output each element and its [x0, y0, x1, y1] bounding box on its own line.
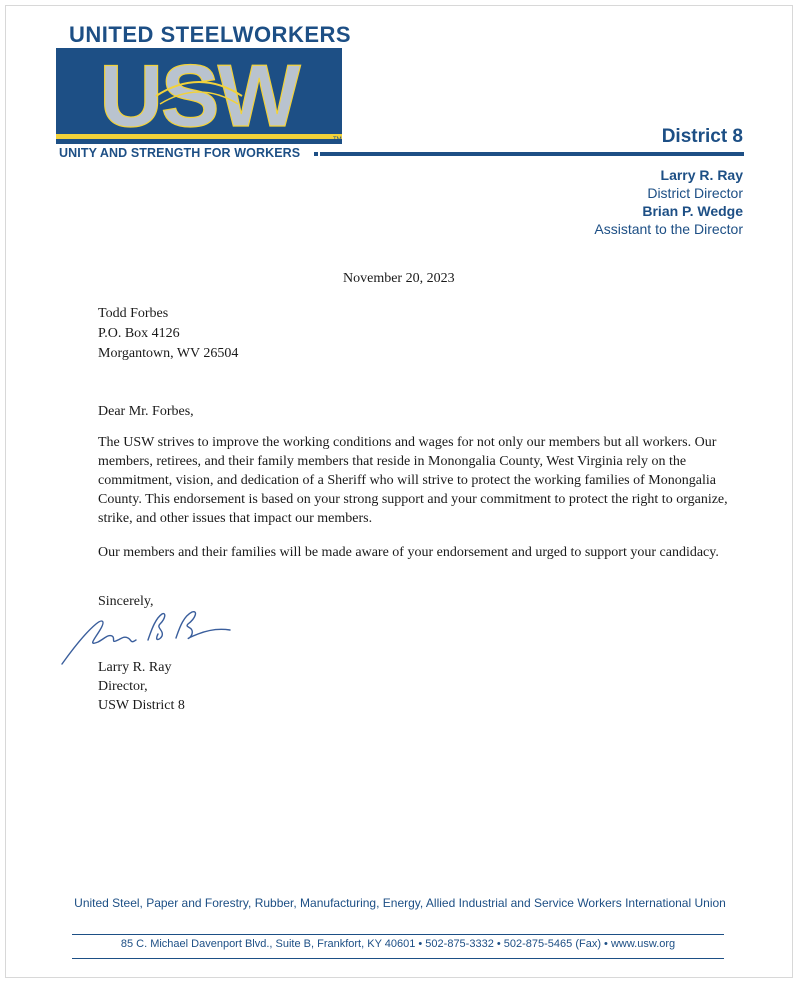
salutation: Dear Mr. Forbes,: [98, 404, 194, 419]
recipient-address: [98, 304, 238, 364]
footer-rule-bottom: [72, 958, 724, 959]
body-paragraph-2: Our members and their families will be made aware of your endorsement and urged to support your candidacy.: [98, 545, 719, 560]
letter-date: November 20, 2023: [343, 271, 455, 286]
footer-rule-top: [72, 934, 724, 935]
org-name: UNITED STEELWORKERS: [69, 22, 352, 47]
director-title: District Director: [647, 185, 743, 201]
recipient-name: Todd Forbes: [98, 306, 169, 321]
signer-org: USW District 8: [98, 698, 185, 713]
recipient-address-line1: P.O. Box 4126: [98, 326, 180, 341]
header-rule-dot: [314, 152, 318, 156]
assistant-name: Brian P. Wedge: [642, 203, 743, 219]
district-label: District 8: [661, 126, 743, 147]
logo-letters: USW: [99, 48, 299, 144]
director-name: Larry R. Ray: [660, 167, 743, 183]
body-paragraph-1: The USW strives to improve the working conditions and wages for not only our members but all workers. Our members, retirees, and their family members that reside in Monongalia County, West Virginia rely on the commitment, vision, and dedication of a Sheriff who will strive to protect the working families of Monongalia County. This endorsement is based on your strong support and your commitment to protect the right to organize, strike, and other issues that impact our members.: [98, 435, 728, 526]
signer-title: Director,: [98, 679, 148, 694]
usw-logo: [56, 48, 342, 144]
header-rule: [320, 152, 744, 156]
officers-block: [594, 166, 743, 238]
footer-union-name: United Steel, Paper and Forestry, Rubber, Manufacturing, Energy, Allied Industrial and Service Workers International Union: [74, 896, 726, 910]
signer-block: [98, 658, 185, 715]
recipient-address-line2: Morgantown, WV 26504: [98, 346, 239, 361]
closing: Sincerely,: [98, 594, 154, 609]
trademark-mark: TM: [333, 137, 342, 143]
assistant-title: Assistant to the Director: [594, 221, 743, 237]
tagline: UNITY AND STRENGTH FOR WORKERS: [59, 146, 301, 160]
footer-address: 85 C. Michael Davenport Blvd., Suite B, Frankfort, KY 40601 • 502-875-3332 • 502-875-5465 (Fax) • www.usw.org: [120, 938, 676, 950]
signer-name: Larry R. Ray: [98, 660, 172, 675]
